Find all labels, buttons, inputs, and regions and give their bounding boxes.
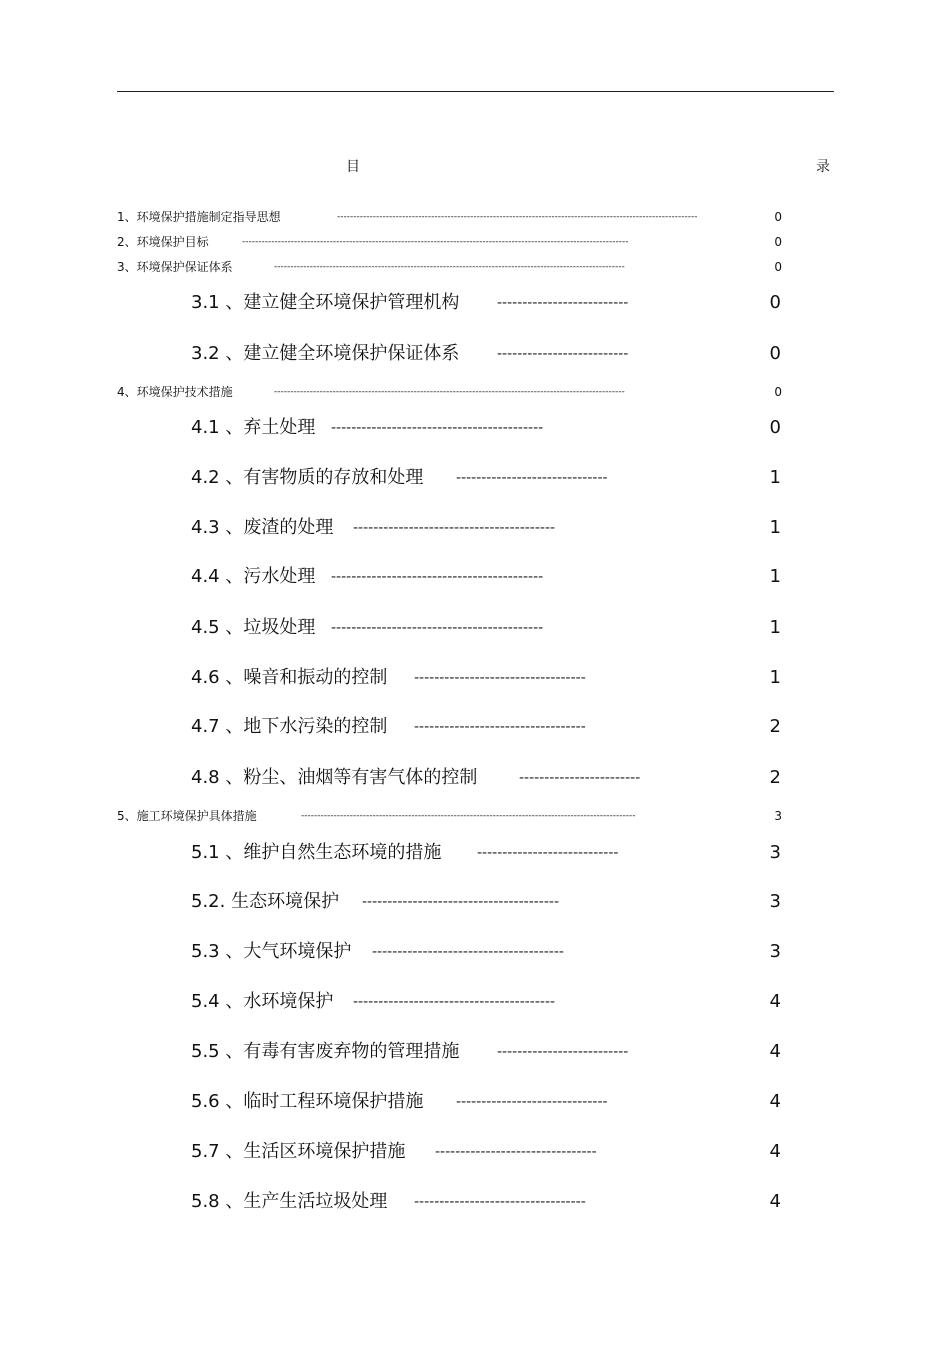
toc-entry-leader: --------------------------	[497, 1044, 629, 1060]
toc-entry-label: 5.7 、生活区环境保护措施	[191, 1141, 406, 1162]
toc-entry-page: 4	[769, 1041, 781, 1062]
toc-entry-label: 5、施工环境保护具体措施	[117, 809, 257, 823]
toc-entry-label: 5.2. 生态环境保护	[191, 891, 340, 912]
toc-entry-page: 0	[774, 385, 782, 399]
toc-entry-label: 4、环境保护技术措施	[117, 385, 233, 399]
toc-entry-leader: ------------------------------	[456, 1094, 608, 1110]
toc-entry-label: 4.8 、粉尘、油烟等有害气体的控制	[191, 767, 478, 788]
toc-entry-leader: ----------------------------------	[414, 719, 586, 735]
toc-entry-label: 4.2 、有害物质的存放和处理	[191, 467, 424, 488]
toc-entry-leader: ------------------------------	[456, 470, 608, 486]
toc-entry-page: 0	[774, 235, 782, 249]
toc-entry-label: 4.3 、废渣的处理	[191, 517, 334, 538]
toc-entry-page: 2	[769, 716, 781, 737]
toc-entry-page: 1	[769, 517, 781, 538]
toc-entry-leader: ----------------------------------	[414, 670, 586, 686]
toc-entry-label: 1、环境保护措施制定指导思想	[117, 210, 281, 224]
toc-title-left: 目	[346, 159, 360, 175]
toc-entry-label: 5.8 、生产生活垃圾处理	[191, 1191, 388, 1212]
toc-entry-page: 0	[769, 417, 781, 438]
toc-entry-label: 3、环境保护保证体系	[117, 260, 233, 274]
toc-entry-leader: ------------------------------------------------------------------------------------------------------------	[274, 262, 625, 272]
toc-entry-leader: ------------------------	[519, 770, 641, 786]
toc-entry-page: 1	[769, 667, 781, 688]
toc-entry-label: 5.6 、临时工程环境保护措施	[191, 1091, 424, 1112]
toc-entry-label: 5.5 、有毒有害废弃物的管理措施	[191, 1041, 460, 1062]
toc-entry-page: 0	[769, 292, 781, 313]
toc-entry-leader: ----------------------------	[477, 845, 619, 861]
toc-entry-label: 4.6 、噪音和振动的控制	[191, 667, 388, 688]
toc-entry-page: 1	[769, 467, 781, 488]
toc-entry-page: 0	[769, 343, 781, 364]
toc-entry-label: 4.5 、垃圾处理	[191, 617, 316, 638]
toc-entry-leader: ----------------------------------	[414, 1194, 586, 1210]
toc-entry-page: 1	[769, 617, 781, 638]
toc-entry-leader: ------------------------------------------	[331, 569, 544, 585]
toc-entry-leader: --------------------------------	[435, 1144, 597, 1160]
toc-entry-label: 5.1 、维护自然生态环境的措施	[191, 842, 442, 863]
toc-entry-label: 3.1 、建立健全环境保护管理机构	[191, 292, 460, 313]
toc-entry-page: 3	[774, 809, 782, 823]
toc-entry-page: 1	[769, 566, 781, 587]
toc-entry-leader: ----------------------------------------	[353, 994, 556, 1010]
toc-entry-leader: ---------------------------------------------------------------------------------------------------------------	[337, 212, 698, 222]
toc-entry-label: 5.3 、大气环境保护	[191, 941, 352, 962]
header-rule	[117, 91, 834, 92]
toc-entry-leader: ---------------------------------------	[362, 894, 560, 910]
toc-entry-page: 4	[769, 1091, 781, 1112]
toc-entry-page: 4	[769, 1141, 781, 1162]
toc-entry-label: 3.2 、建立健全环境保护保证体系	[191, 343, 460, 364]
toc-entry-page: 4	[769, 991, 781, 1012]
toc-entry-leader: -----------------------------------------------------------------------------------------------------------------------	[242, 237, 629, 247]
toc-entry-page: 3	[769, 842, 781, 863]
toc-entry-label: 4.1 、弃土处理	[191, 417, 316, 438]
toc-entry-label: 2、环境保护目标	[117, 235, 209, 249]
toc-entry-page: 3	[769, 941, 781, 962]
toc-title-right: 录	[816, 159, 830, 175]
toc-entry-leader: -------------------------------------------------------------------------------------------------------	[301, 811, 636, 821]
toc-entry-leader: ------------------------------------------------------------------------------------------------------------	[274, 387, 625, 397]
toc-entry-leader: --------------------------------------	[372, 944, 564, 960]
toc-entry-leader: --------------------------	[497, 346, 629, 362]
toc-entry-page: 0	[774, 260, 782, 274]
toc-entry-page: 2	[769, 767, 781, 788]
toc-entry-leader: ------------------------------------------	[331, 420, 544, 436]
toc-entry-label: 4.7 、地下水污染的控制	[191, 716, 388, 737]
toc-entry-label: 4.4 、污水处理	[191, 566, 316, 587]
toc-entry-page: 0	[774, 210, 782, 224]
toc-entry-label: 5.4 、水环境保护	[191, 991, 334, 1012]
toc-entry-leader: --------------------------	[497, 295, 629, 311]
toc-entry-page: 3	[769, 891, 781, 912]
toc-entry-leader: ------------------------------------------	[331, 620, 544, 636]
toc-entry-page: 4	[769, 1191, 781, 1212]
toc-entry-leader: ----------------------------------------	[353, 520, 556, 536]
